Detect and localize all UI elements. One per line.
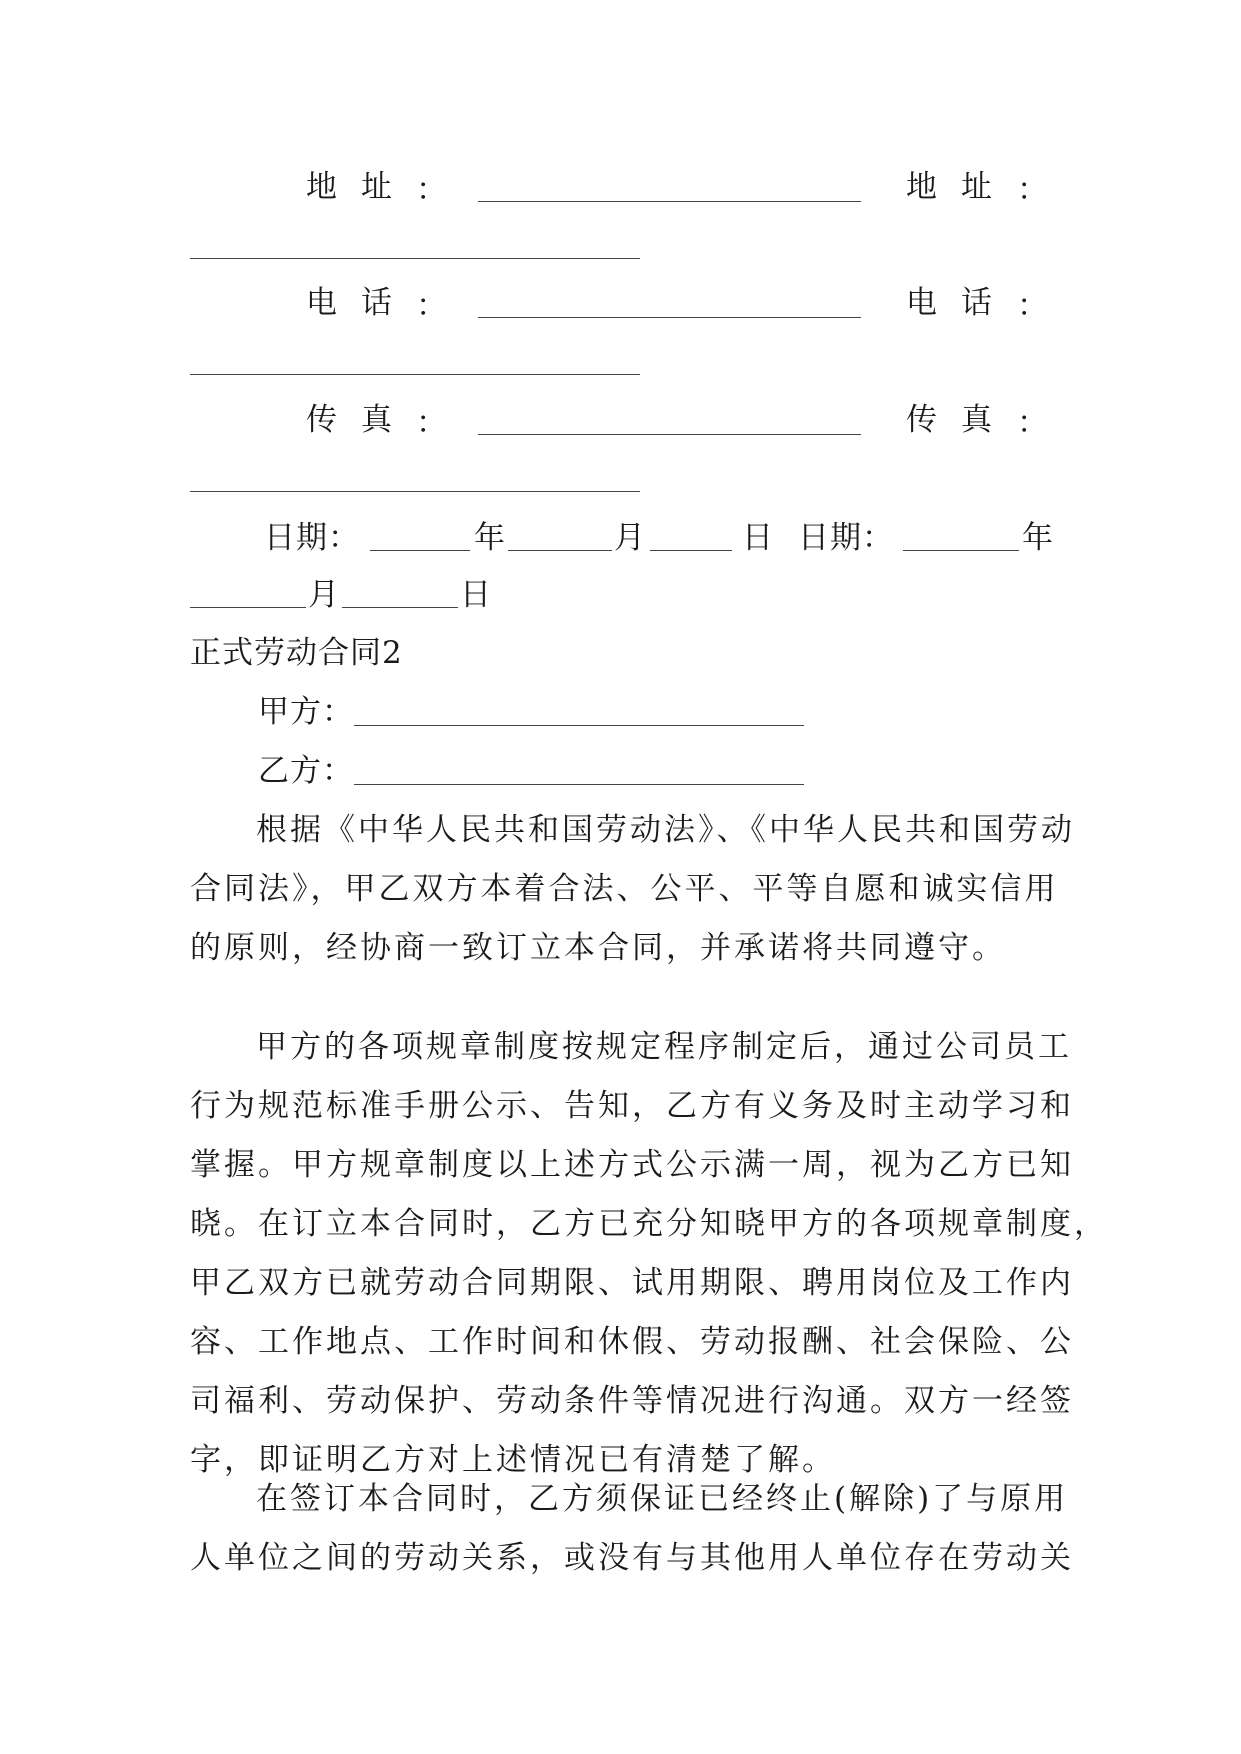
paragraph-line: 的原则，经协商一致订立本合同，并承诺将共同遵守。 [190,930,1006,966]
fax-colon-a: ： [416,405,448,441]
paragraph-line: 在签订本合同时，乙方须保证已经终止(解除)了与原用 [256,1481,1069,1517]
fax-label-b: 传真 [906,402,1016,438]
date-a-day: 日 [742,520,774,556]
paragraph-prior-employment [190,1470,1074,1588]
paragraph-line: 甲方的各项规章制度按规定程序制定后，通过公司员工 [256,1029,1072,1065]
address-colon-a: ： [416,172,448,208]
phone-blank-a[interactable] [478,317,861,318]
phone-label-b: 电话 [906,285,1016,321]
phone-label-a: 电话 [306,285,416,321]
address-label-b: 地址 [906,169,1016,205]
paragraph-line: 掌握。甲方规章制度以上述方式公示满一周，视为乙方已知 [190,1147,1074,1183]
date-label-b: 日期： [798,520,894,556]
party-b-blank[interactable] [354,784,804,785]
phone-colon-a: ： [416,288,448,324]
date-a-year-blank[interactable] [370,550,470,551]
fax-label-a: 传真 [306,402,416,438]
party-b-label: 乙方： [258,753,354,789]
paragraph-line: 甲乙双方已就劳动合同期限、试用期限、聘用岗位及工作内 [190,1265,1074,1301]
paragraph-line: 晓。在订立本合同时，乙方已充分知晓甲方的各项规章制度， [190,1206,1108,1242]
paragraph-line: 合同法》，甲乙双方本着合法、公平、平等自愿和诚实信用 [190,871,1059,907]
date-a-month-blank[interactable] [508,550,612,551]
paragraph-line: 容、工作地点、工作时间和休假、劳动报酬、社会保险、公 [190,1324,1074,1360]
date-b-day: 日 [460,577,492,613]
date-b-day-blank[interactable] [342,607,458,608]
date-b-year: 年 [1022,520,1054,556]
date-a-month: 月 [614,520,646,556]
section-title: 正式劳动合同2 [190,635,403,671]
date-b-month-blank[interactable] [190,607,306,608]
party-a-blank[interactable] [354,725,804,726]
date-a-day-blank[interactable] [650,550,732,551]
date-b-month: 月 [308,577,340,613]
date-label-a: 日期： [264,520,360,556]
address-blank-a[interactable] [478,201,861,202]
paragraph-rules [190,1018,1108,1490]
paragraph-line: 司福利、劳动保护、劳动条件等情况进行沟通。双方一经签 [190,1383,1074,1419]
paragraph-line: 行为规范标准手册公示、告知，乙方有义务及时主动学习和 [190,1088,1074,1124]
fax-blank-a[interactable] [478,434,861,435]
fax-colon-b: ： [1017,405,1049,441]
address-label-a: 地址 [306,169,416,205]
date-a-year: 年 [474,520,506,556]
address-blank-b[interactable] [190,258,640,259]
fax-blank-b[interactable] [190,491,640,492]
paragraph-line: 根据《中华人民共和国劳动法》、《中华人民共和国劳动 [256,812,1075,848]
phone-colon-b: ： [1017,288,1049,324]
date-b-year-blank[interactable] [903,550,1019,551]
address-colon-b: ： [1017,172,1049,208]
party-a-label: 甲方： [258,694,354,730]
phone-blank-b[interactable] [190,374,640,375]
paragraph-line: 人单位之间的劳动关系，或没有与其他用人单位存在劳动关 [190,1540,1074,1576]
paragraph-line: 字，即证明乙方对上述情况已有清楚了解。 [190,1442,836,1478]
paragraph-legal-basis [190,801,1075,978]
